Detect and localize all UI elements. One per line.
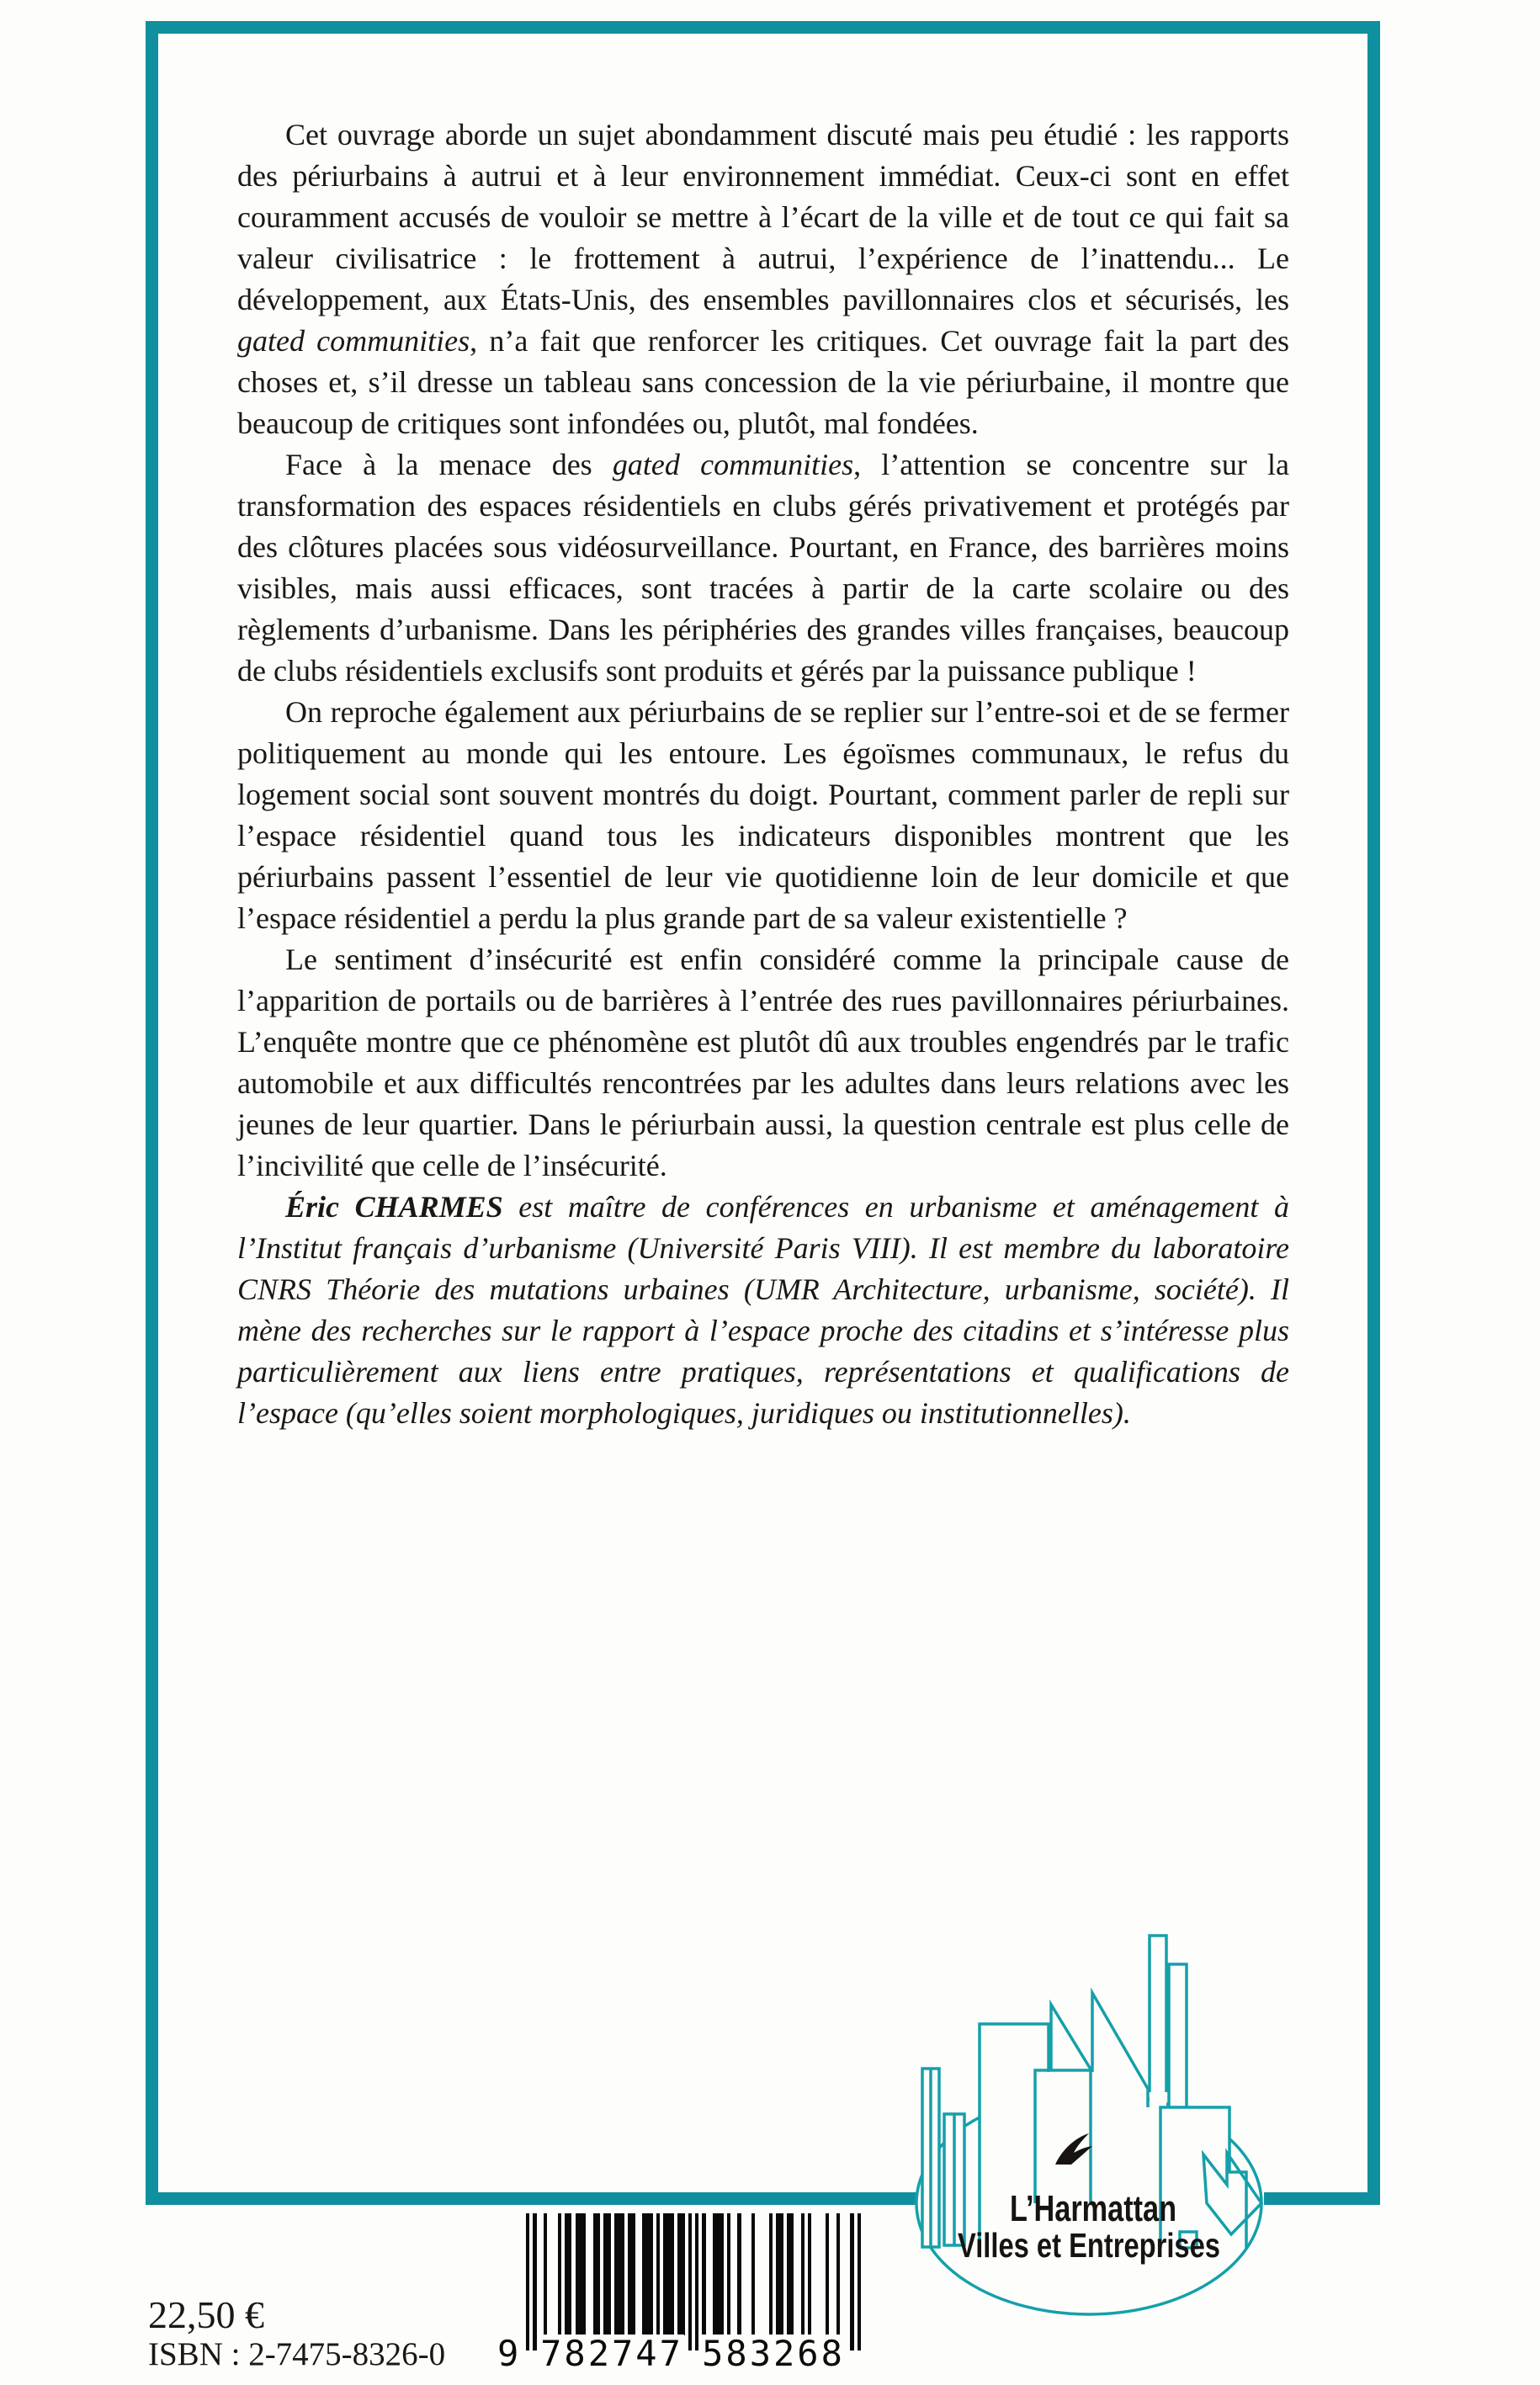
blurb-paragraph: Face à la menace des gated communities, l’attention se concentre sur la transformation des espaces résidentiels en clubs gérés privativement et protégés par des clôtures placées sous vidéosurveillance. Pourtant, en France, des barrières moins visibles, mais aussi efficaces, sont tracées à partir de la carte scolaire ou des règlements d’urbanisme. Dans les périphéries des grandes villes françaises, beaucoup de clubs résidentiels exclusifs sont produits et gérés par la puissance publique ! — [237, 448, 1290, 688]
ean-barcode — [497, 2213, 861, 2374]
author-bio: Éric CHARMES est maître de conférences en urbanisme et aménagement à l’Institut français d’urbanisme (Université Paris VIII). Il est membre du laboratoire CNRS Théorie des mutations urbaines (UMR Architecture, urbanisme, société). Il mène des recherches sur le rapport à l’espace proche des citadins et s’intéresse plus particulièrement aux liens entre pratiques, représentations et qualifications de l’espace (qu’elles soient morphologiques, juridiques ou institutionnelles). — [237, 1190, 1289, 1430]
barcode-bars — [526, 2213, 861, 2350]
ean-lead-digit: 9 — [497, 2333, 519, 2374]
publisher-name: L’Harmattan — [1010, 2188, 1176, 2229]
blurb-text-block — [237, 114, 1289, 1434]
blurb-paragraph: Cet ouvrage aborde un sujet abondamment discuté mais peu étudié : les rapports des périurbains à autrui et à leur environnement immédiat. Ceux-ci sont en effet couramment accusés de vouloir se mettre à l’écart de la ville et de tout ce qui fait sa valeur civilisatrice : le frottement à autrui, l’expérience de l’inattendu... Le développement, aux États-Unis, des ensembles pavillonnaires clos et sécurisés, les gated communities, n’a fait que renforcer les critiques. Cet ouvrage fait la part des choses et, s’il dresse un tableau sans concession de la vie périurbaine, il montre que beaucoup de critiques sont infondées ou, plutôt, mal fondées. — [237, 118, 1289, 440]
blurb-paragraph: Le sentiment d’insécurité est enfin considéré comme la principale cause de l’apparition de portails ou de barrières à l’entrée des rues pavillonnaires périurbaines. L’enquête montre que ce phénomène est plutôt dû aux troubles engendrés par le trafic automobile et aux difficultés rencontrées par les adultes dans leurs relations avec les jeunes de leur quartier. Dans le périurbain aussi, la question centrale est plus celle de l’incivilité que celle de l’insécurité. — [237, 943, 1289, 1182]
publisher-logo — [907, 1912, 1277, 2320]
ean-right-group: 583268 — [702, 2333, 845, 2374]
ean-left-group: 782747 — [540, 2333, 683, 2374]
blurb-paragraph: On reproche également aux périurbains de se replier sur l’entre-soi et de se fermer politiquement au monde qui les entoure. Les égoïsmes communaux, le refus du logement social sont souvent montrés du doigt. Pourtant, comment parler de repli sur l’espace résidentiel quand tous les indicateurs disponibles montrent que les périurbains passent l’essentiel de leur vie quotidienne loin de leur domicile et que l’espace résidentiel a perdu la plus grande part de sa valeur existentielle ? — [237, 695, 1289, 935]
price-label: 22,50 € — [148, 2293, 264, 2336]
barcode-digits — [497, 2333, 861, 2374]
collection-name: Villes et Entreprises — [958, 2226, 1220, 2265]
isbn-label: ISBN : 2-7475-8326-0 — [148, 2336, 446, 2372]
